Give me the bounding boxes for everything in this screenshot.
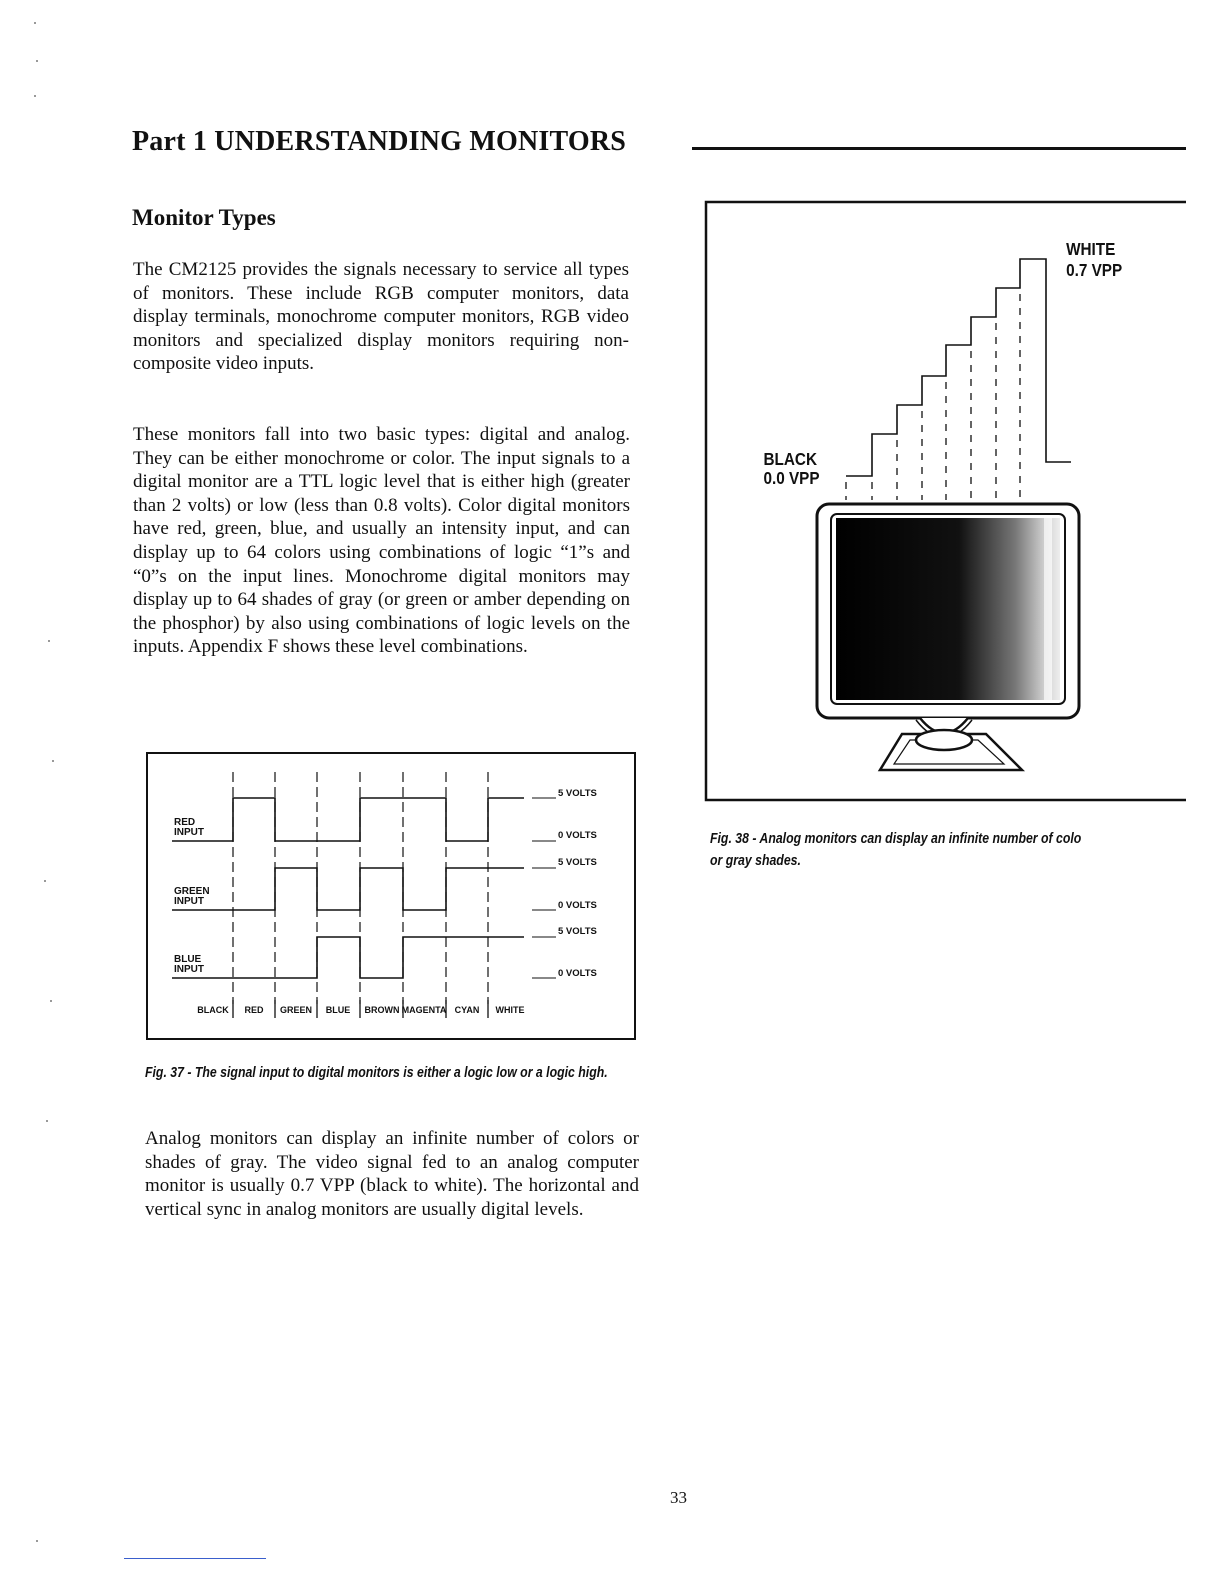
footer-link-line xyxy=(124,1558,266,1559)
figure-37-caption: Fig. 37 - The signal input to digital monitors is either a logic low or a logic high. xyxy=(145,1064,608,1081)
blue-input-label-1: BLUE xyxy=(174,954,202,965)
blue-input-label-2: INPUT xyxy=(174,964,204,975)
green-input-label-2: INPUT xyxy=(174,896,204,907)
color-label-green: GREEN xyxy=(279,1005,313,1015)
volt-label: 0 VOLTS xyxy=(558,900,597,911)
figure-38-caption-line-1: Fig. 38 - Analog monitors can display an infinite number of colo xyxy=(710,830,1082,847)
title-rule xyxy=(692,147,1186,150)
red-input-label-1: RED xyxy=(174,817,196,828)
scan-margin-marks xyxy=(0,0,90,1584)
paragraph-3: Analog monitors can display an infinite number of colors or shades of gray. The video signal fed to an analog computer monitor is usually 0.7 VPP (black to white). The horizontal and vertical sync in analog monitors are usually digital levels. xyxy=(145,1128,639,1220)
color-label-brown: BROWN xyxy=(364,1005,400,1015)
volt-label: 5 VOLTS xyxy=(558,926,597,937)
part-title: Part 1 UNDERSTANDING MONITORS xyxy=(132,126,627,157)
figure-38-caption-line-2: or gray shades. xyxy=(710,852,801,869)
color-label-blue: BLUE xyxy=(325,1005,351,1015)
figure-38-diagram xyxy=(704,200,1188,804)
black-vpp-label: 0.0 VPP xyxy=(763,467,820,489)
page-number: 33 xyxy=(670,1488,687,1507)
paragraph-2: These monitors fall into two basic types: digital and analog. They can be either monochrome or color. The input signals to a digital monitor are a TTL logic level that is either high (greater than 2 volts) or low (less than 0.8 volts). Color digital monitors have red, green, blue, and usually an intensity input, and can display up to 64 colors using combinations of logic “1”s and “0”s on the input lines. Monochrome digital monitors may display up to 64 shades of gray (or green or amber depending on the phosphor) by also using combinations of logic levels on the inputs. Appendix F shows these level combinations. xyxy=(133,424,630,658)
color-label-magenta: MAGENTA xyxy=(401,1005,447,1015)
volt-label: 5 VOLTS xyxy=(558,788,597,799)
color-label-black: BLACK xyxy=(197,1005,229,1015)
monitor-icon xyxy=(817,504,1079,770)
volt-label: 0 VOLTS xyxy=(558,830,597,841)
section-title: Monitor Types xyxy=(132,205,276,230)
figure-38-caption xyxy=(710,828,1202,872)
color-label-red: RED xyxy=(244,1005,264,1015)
green-input-label-1: GREEN xyxy=(174,886,210,897)
color-label-white: WHITE xyxy=(495,1005,525,1015)
white-label: WHITE xyxy=(1066,238,1116,260)
black-label: BLACK xyxy=(763,448,817,470)
volt-label: 0 VOLTS xyxy=(558,968,597,979)
figure-37-diagram xyxy=(146,752,636,1040)
white-vpp-label: 0.7 VPP xyxy=(1066,259,1123,281)
volt-label: 5 VOLTS xyxy=(558,857,597,868)
red-input-label-2: INPUT xyxy=(174,827,204,838)
paragraph-1: The CM2125 provides the signals necessary to service all types of monitors. These include RGB computer monitors, data display terminals, monochrome computer monitors, RGB video monitors and specialized display monitors requiring non-composite video inputs. xyxy=(133,259,629,375)
color-label-cyan: CYAN xyxy=(454,1005,480,1015)
